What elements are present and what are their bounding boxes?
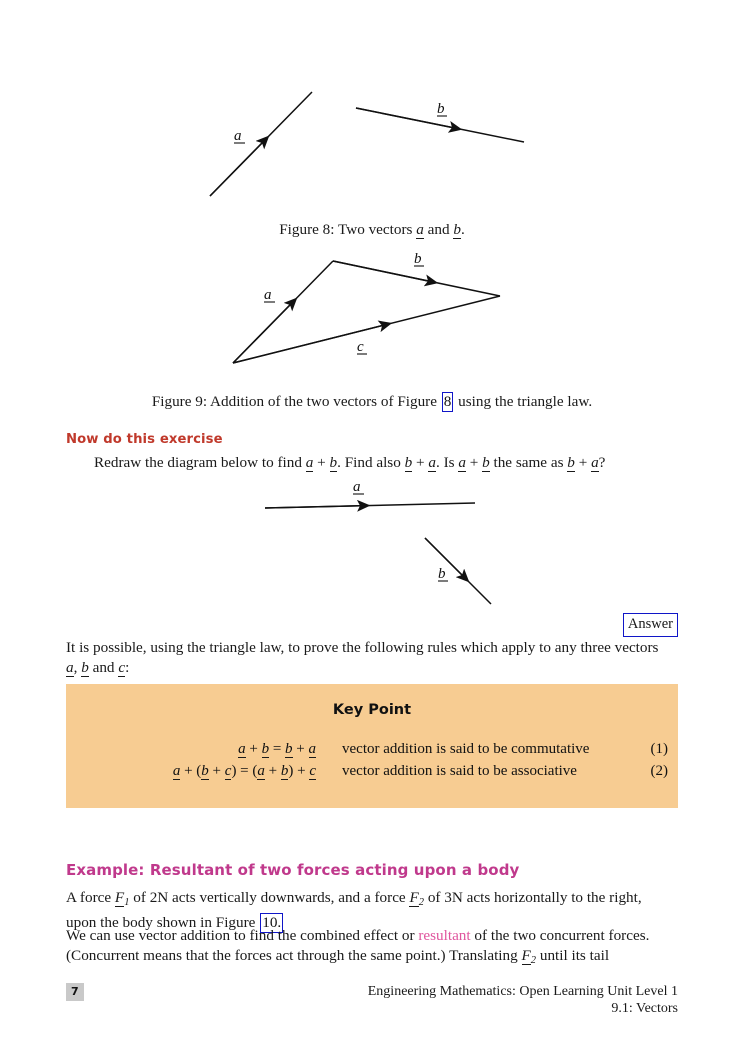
key-point-title: Key Point [332, 702, 412, 718]
force-1-symbol: F [114, 889, 125, 906]
fig8-caption-mid: and [423, 221, 454, 238]
ex-t1: Redraw the diagram below to find [94, 454, 306, 471]
ex-a3: a [458, 454, 466, 471]
exercise-heading: Now do this exercise [66, 432, 223, 447]
figure9-label-c: c [357, 339, 364, 355]
ex1-t1: A force [66, 889, 115, 906]
figure-9-diagram [0, 250, 744, 375]
figure-9-caption [0, 392, 744, 412]
ex1-t2: of 2N acts vertically downwards, and a force [129, 889, 410, 906]
key-point-equation: a + b = b + a [238, 741, 316, 757]
figure-10-link[interactable]: 10. [260, 913, 283, 933]
ex2-t2: of the two concurrent forces. [470, 927, 650, 944]
fig8-caption-pre: Figure 8: Two vectors [279, 221, 417, 238]
ex-t5: . Is [435, 454, 459, 471]
fig8-caption-b: b [453, 221, 461, 238]
rules-b: b [81, 659, 89, 676]
key-point-number: (2) [650, 763, 668, 779]
footer-title: Engineering Mathematics: Open Learning Unit Level 1 [367, 984, 678, 999]
fig9-caption-post: using the triangle law. [454, 393, 593, 410]
ex1-t3: of 3N acts horizontally to the right, [424, 889, 642, 906]
exercise-label-a: a [353, 482, 361, 495]
exercise-label-b: b [438, 566, 446, 582]
figure-8-link[interactable]: 8 [442, 392, 454, 412]
exercise-diagram [0, 482, 744, 612]
example-heading: Example: Resultant of two forces acting upon a body [66, 861, 520, 879]
fig9-caption-pre: Figure 9: Addition of the two vectors of Figure [151, 393, 441, 410]
ex-b1: b [329, 454, 338, 471]
rules-intro-text [66, 638, 678, 678]
rules-sep1: , [73, 659, 82, 676]
rules-line1: It is possible, using the triangle law, to prove the following rules which apply to any three vectors [66, 639, 659, 656]
ex2-t3: (Concurrent means that the forces act through the same point.) Translating [66, 947, 522, 964]
ex-t8: + [574, 454, 592, 471]
ex2-t4: until its tail [536, 947, 610, 964]
rules-sep3: : [125, 659, 130, 676]
force-2-symbol: F [521, 947, 531, 964]
key-point-row [66, 760, 678, 782]
figure-8-caption [0, 221, 744, 239]
rules-c: c [118, 659, 126, 676]
key-point-equation: a + (b + c) = (a + b) + c [172, 763, 316, 779]
ex-b4: b [567, 454, 575, 471]
key-point-number: (1) [650, 741, 668, 757]
force-2-symbol: F [409, 889, 419, 906]
ex-t6: + [465, 454, 483, 471]
figure-8-diagram [0, 80, 744, 212]
answer-button[interactable]: Answer [623, 613, 678, 637]
figure9-label-b: b [414, 251, 422, 267]
ex-t9: ? [598, 454, 606, 471]
fig8-caption-a: a [416, 221, 424, 238]
rules-sep2: and [88, 659, 119, 676]
key-point-description: vector addition is said to be associative [342, 763, 577, 779]
ex1-t4: upon the body shown in Figure [66, 913, 260, 931]
figure9-label-a: a [264, 287, 272, 303]
ex-t4: + [412, 454, 429, 471]
ex2-t1: We can use vector addition to find the combined effect or [66, 927, 419, 944]
rules-a: a [66, 659, 74, 676]
ex-t3: . Find also [337, 454, 405, 471]
force-2-subscript: 2 [418, 896, 425, 908]
key-point-box [66, 684, 678, 808]
ex-a1: a [305, 454, 314, 471]
ex-b3: b [482, 454, 490, 471]
force-1-subscript: 1 [124, 896, 130, 908]
exercise-instruction [66, 453, 678, 473]
figure8-label-b: b [437, 101, 445, 117]
ex-t2: + [313, 454, 330, 471]
key-point-rows [66, 738, 678, 808]
footer-subtitle: 9.1: Vectors [611, 1001, 678, 1016]
ex-t7: the same as [489, 454, 568, 471]
resultant-highlight: resultant [418, 927, 471, 944]
key-point-description: vector addition is said to be commutative [342, 741, 590, 757]
key-point-row [66, 738, 678, 760]
example-paragraph-2 [66, 926, 678, 971]
ex-b2: b [404, 454, 413, 471]
figure8-label-a: a [234, 128, 242, 144]
ex-a4: a [591, 454, 599, 471]
footer-text [368, 983, 678, 1017]
ex-a2: a [428, 454, 436, 471]
page-number: 7 [66, 983, 84, 1001]
force-2-subscript: 2 [530, 954, 537, 966]
fig8-caption-end: . [460, 221, 465, 238]
